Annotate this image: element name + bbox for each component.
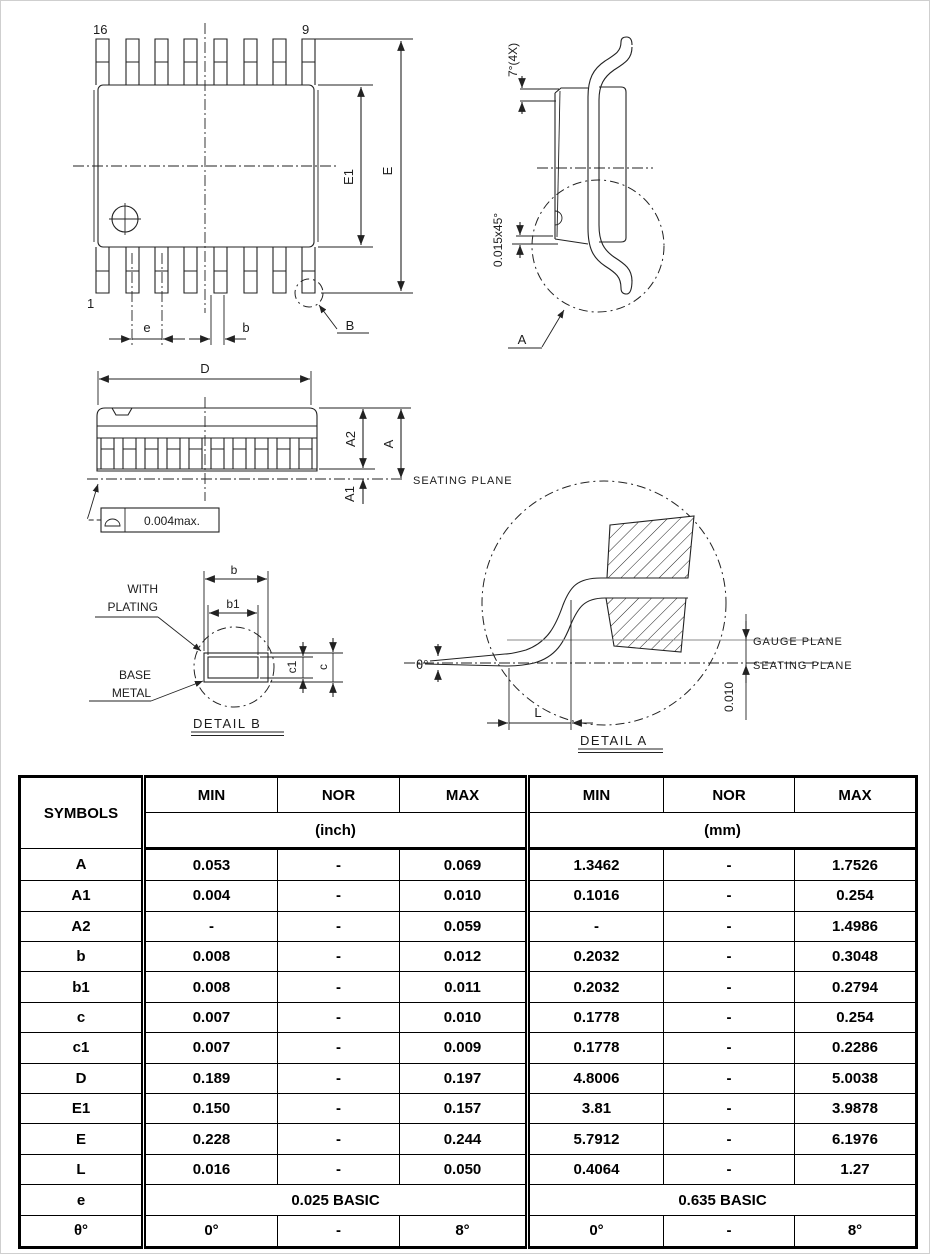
cell: 0.053 xyxy=(144,849,278,881)
cell: 0.008 xyxy=(144,941,278,971)
symbol-cell: D xyxy=(20,1063,144,1093)
symbol-cell: e xyxy=(20,1185,144,1215)
cell: 8° xyxy=(795,1215,917,1247)
front-view xyxy=(87,361,513,532)
detail-b-view xyxy=(89,563,343,736)
cell: 0.1778 xyxy=(528,1002,664,1032)
cell: 0.2286 xyxy=(795,1033,917,1063)
cell: 0.012 xyxy=(400,941,528,971)
symbol-cell: E xyxy=(20,1124,144,1154)
cell: 3.9878 xyxy=(795,1094,917,1124)
cell: - xyxy=(278,1215,400,1247)
detail-b-ref-label: B xyxy=(345,318,355,333)
cell: 1.3462 xyxy=(528,849,664,881)
cell: 0.069 xyxy=(400,849,528,881)
end-body-right xyxy=(599,87,626,242)
body-section-upper xyxy=(607,516,694,578)
cell: 0.010 xyxy=(400,1002,528,1032)
detail-a-ref-label: A xyxy=(517,332,527,347)
cell: 0.016 xyxy=(144,1154,278,1184)
base-metal-label-1: BASE xyxy=(118,668,151,682)
cell: - xyxy=(278,1033,400,1063)
cell: - xyxy=(664,1215,795,1247)
table-row xyxy=(20,1094,917,1124)
symbol-cell: b1 xyxy=(20,972,144,1002)
cell: 0.009 xyxy=(400,1033,528,1063)
cell: 0.189 xyxy=(144,1063,278,1093)
detail-a-view xyxy=(404,481,853,753)
table-row xyxy=(20,911,917,941)
pin-number-9: 9 xyxy=(302,22,310,37)
cell: 6.1976 xyxy=(795,1124,917,1154)
cell: 0.007 xyxy=(144,1033,278,1063)
cell: 0.2794 xyxy=(795,972,917,1002)
cell: 0.157 xyxy=(400,1094,528,1124)
top-view xyxy=(73,22,413,345)
cell: 0.254 xyxy=(795,1002,917,1032)
cell: - xyxy=(664,1154,795,1184)
dim-label-a: A xyxy=(381,439,396,449)
table-row xyxy=(20,1154,917,1184)
dim-label-b-top: b xyxy=(242,320,250,335)
symbol-cell: L xyxy=(20,1154,144,1184)
col-header: NOR xyxy=(278,777,400,813)
dim-label-e-pitch: e xyxy=(143,320,151,335)
dim-label-c1: c1 xyxy=(285,660,299,674)
symbol-cell: c1 xyxy=(20,1033,144,1063)
cell: - xyxy=(278,1124,400,1154)
cell: - xyxy=(664,1033,795,1063)
cell: - xyxy=(664,911,795,941)
cell: 0.2032 xyxy=(528,972,664,1002)
dim-label-d: D xyxy=(200,361,210,376)
unit-header-mm: (mm) xyxy=(528,813,917,849)
cell: - xyxy=(664,881,795,911)
cell: 1.27 xyxy=(795,1154,917,1184)
pin-number-16: 16 xyxy=(93,22,108,37)
cell: 0° xyxy=(528,1215,664,1247)
cell: 0.007 xyxy=(144,1002,278,1032)
dim-label-e1: E1 xyxy=(341,169,356,185)
cell: - xyxy=(278,1094,400,1124)
dim-label-theta: θ° xyxy=(416,657,429,672)
pin-number-1: 1 xyxy=(87,296,95,311)
cell: 0.1778 xyxy=(528,1033,664,1063)
cell: 8° xyxy=(400,1215,528,1247)
cell: 0.2032 xyxy=(528,941,664,971)
cell-e-inch: 0.025 BASIC xyxy=(144,1185,528,1215)
table-row xyxy=(20,941,917,971)
cell: 5.7912 xyxy=(528,1124,664,1154)
flatness-callout xyxy=(87,484,219,532)
cell: - xyxy=(664,1124,795,1154)
symbols-header: SYMBOLS xyxy=(20,777,144,849)
cell: - xyxy=(278,881,400,911)
cell: - xyxy=(278,941,400,971)
unit-header-inch: (inch) xyxy=(144,813,528,849)
cell: 1.7526 xyxy=(795,849,917,881)
body-section-lower xyxy=(606,598,686,652)
cell: 0.254 xyxy=(795,881,917,911)
cell: - xyxy=(278,911,400,941)
cell: - xyxy=(278,972,400,1002)
symbol-cell: c xyxy=(20,1002,144,1032)
dim-label-draft-angle: 7°(4X) xyxy=(506,42,520,77)
cell: 0.059 xyxy=(400,911,528,941)
cell: 5.0038 xyxy=(795,1063,917,1093)
front-body-outline xyxy=(97,408,317,471)
dim-label-0010: 0.010 xyxy=(722,681,736,713)
cell: - xyxy=(278,1063,400,1093)
base-metal-label-2: METAL xyxy=(111,686,151,700)
table-header-row xyxy=(20,777,917,813)
symbol-cell: E1 xyxy=(20,1094,144,1124)
detail-a-circle xyxy=(532,180,664,312)
cell: - xyxy=(664,941,795,971)
dimension-table xyxy=(18,775,918,1249)
with-plating-label-2: PLATING xyxy=(107,600,158,614)
cell: 0.011 xyxy=(400,972,528,1002)
seating-plane-label-front: SEATING PLANE xyxy=(413,475,513,487)
table-row xyxy=(20,881,917,911)
gauge-plane-label: GAUGE PLANE xyxy=(753,636,843,648)
flatness-value: 0.004max. xyxy=(143,514,201,528)
cell: - xyxy=(144,911,278,941)
with-plating-label-1: WITH xyxy=(127,582,158,596)
table-row xyxy=(20,972,917,1002)
symbol-cell: θ° xyxy=(20,1215,144,1247)
table-row xyxy=(20,1063,917,1093)
end-lead xyxy=(588,37,632,294)
dim-label-chamfer: 0.015x45° xyxy=(491,212,505,268)
table-unit-row xyxy=(20,813,917,849)
col-header: MAX xyxy=(400,777,528,813)
flatness-symbol-icon xyxy=(105,519,120,526)
cell: - xyxy=(664,1094,795,1124)
cell: - xyxy=(664,1002,795,1032)
detail-b-title: DETAIL B xyxy=(193,716,262,731)
cell: 0.010 xyxy=(400,881,528,911)
cell: 0.050 xyxy=(400,1154,528,1184)
symbol-cell: A1 xyxy=(20,881,144,911)
dim-label-c: c xyxy=(316,664,330,670)
cell: 0.244 xyxy=(400,1124,528,1154)
dim-label-b1: b1 xyxy=(226,597,240,611)
cell: - xyxy=(278,1002,400,1032)
front-leads xyxy=(101,438,312,469)
package-drawing xyxy=(1,1,930,771)
table-row xyxy=(20,1002,917,1032)
table-row-theta xyxy=(20,1215,917,1247)
table-row xyxy=(20,1124,917,1154)
table-row xyxy=(20,849,917,881)
cell: 0.008 xyxy=(144,972,278,1002)
cell: - xyxy=(664,972,795,1002)
dim-label-a2: A2 xyxy=(343,431,358,447)
pin1-indicator-icon xyxy=(109,203,141,235)
dim-label-e-outer: E xyxy=(380,166,395,176)
cell: 3.81 xyxy=(528,1094,664,1124)
dim-label-a1: A1 xyxy=(342,486,357,502)
cell: 0.150 xyxy=(144,1094,278,1124)
symbol-cell: A xyxy=(20,849,144,881)
cell: - xyxy=(664,849,795,881)
cell: 0.3048 xyxy=(795,941,917,971)
cell: - xyxy=(278,849,400,881)
cell: 0.1016 xyxy=(528,881,664,911)
detail-a-title: DETAIL A xyxy=(580,733,648,748)
col-header: MIN xyxy=(144,777,278,813)
end-view xyxy=(491,37,664,348)
cell: 0° xyxy=(144,1215,278,1247)
col-header: MAX xyxy=(795,777,917,813)
bottom-pins xyxy=(96,247,315,293)
lid-notch xyxy=(112,408,132,415)
seating-plane-label-detail: SEATING PLANE xyxy=(753,660,853,672)
dim-label-b: b xyxy=(230,563,238,577)
cell: - xyxy=(528,911,664,941)
lead-base-metal xyxy=(208,657,258,678)
table-row-e xyxy=(20,1185,917,1215)
symbol-cell: A2 xyxy=(20,911,144,941)
cell: - xyxy=(278,1154,400,1184)
table-row xyxy=(20,1033,917,1063)
col-header: MIN xyxy=(528,777,664,813)
cell: 4.8006 xyxy=(528,1063,664,1093)
symbol-cell: b xyxy=(20,941,144,971)
dim-label-l: L xyxy=(534,705,542,720)
cell: 0.197 xyxy=(400,1063,528,1093)
cell-e-mm: 0.635 BASIC xyxy=(528,1185,917,1215)
cell: 0.4064 xyxy=(528,1154,664,1184)
cell: - xyxy=(664,1063,795,1093)
col-header: NOR xyxy=(664,777,795,813)
cell: 0.004 xyxy=(144,881,278,911)
cell: 0.228 xyxy=(144,1124,278,1154)
cell: 1.4986 xyxy=(795,911,917,941)
